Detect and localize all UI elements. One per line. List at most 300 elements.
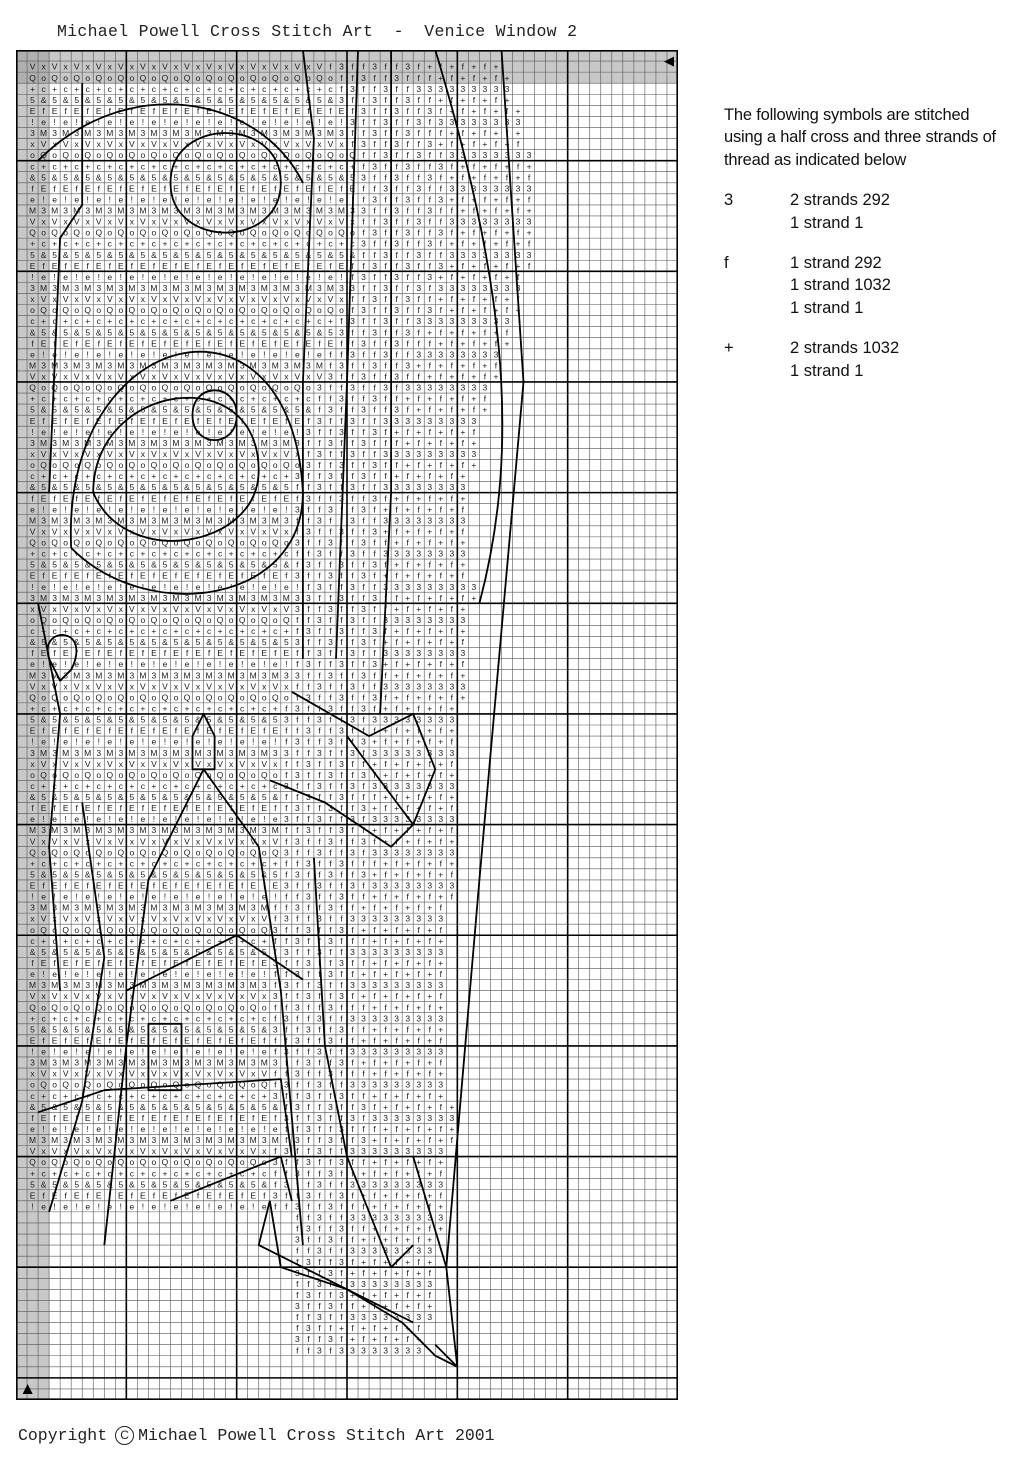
stitch-symbol: f [450, 205, 454, 216]
stitch-symbol: ! [42, 814, 45, 825]
stitch-symbol: o [317, 150, 322, 161]
stitch-symbol: 3 [173, 980, 179, 991]
stitch-symbol: e [195, 1046, 201, 1057]
stitch-symbol: 3 [30, 128, 35, 139]
stitch-symbol: 3 [460, 316, 466, 327]
stitch-symbol: E [283, 338, 290, 349]
stitch-symbol: 3 [361, 105, 366, 116]
stitch-symbol: 3 [283, 714, 289, 725]
stitch-symbol: o [30, 460, 35, 471]
stitch-symbol: V [195, 758, 201, 769]
stitch-symbol: c [41, 1013, 46, 1024]
legend-strand-line: 2 strands 1032 [790, 339, 900, 358]
stitch-symbol: E [62, 648, 69, 659]
stitch-symbol: ! [42, 194, 45, 205]
stitch-symbol: f [395, 1256, 398, 1267]
stitch-symbol: o [85, 847, 91, 858]
stitch-symbol: f [75, 183, 78, 194]
stitch-symbol: f [373, 415, 376, 426]
stitch-symbol: & [184, 327, 190, 338]
stitch-symbol: o [74, 1079, 80, 1090]
stitch-symbol: f [340, 880, 343, 891]
stitch-symbol: f [318, 1234, 321, 1245]
stitch-symbol: f [439, 703, 442, 714]
stitch-symbol: c [74, 471, 79, 482]
stitch-symbol: ! [97, 271, 100, 282]
stitch-symbol: 5 [30, 1024, 35, 1035]
stitch-symbol: 3 [206, 747, 212, 758]
stitch-symbol: c [151, 393, 157, 404]
stitch-symbol: f [285, 1135, 288, 1146]
stitch-symbol: + [52, 858, 58, 869]
stitch-symbol: M [304, 128, 312, 139]
stitch-symbol: x [140, 448, 146, 459]
stitch-symbol: 3 [306, 1090, 311, 1101]
stitch-symbol: ! [75, 117, 78, 128]
stitch-symbol: + [493, 371, 499, 382]
stitch-symbol: 3 [438, 83, 444, 94]
stitch-symbol: + [383, 637, 389, 648]
stitch-symbol: 3 [427, 880, 433, 891]
stitch-symbol: ! [75, 271, 78, 282]
stitch-symbol: E [250, 1035, 257, 1046]
stitch-symbol: + [372, 1267, 378, 1278]
stitch-symbol: Q [338, 227, 345, 238]
stitch-symbol: f [285, 924, 288, 935]
stitch-symbol: e [162, 504, 168, 515]
stitch-symbol: V [95, 526, 102, 537]
stitch-symbol: + [471, 592, 477, 603]
stitch-symbol: f [329, 448, 332, 459]
stitch-symbol: e [41, 1201, 46, 1212]
stitch-symbol: f [240, 260, 244, 271]
stitch-symbol: 3 [416, 117, 422, 128]
stitch-symbol: x [273, 603, 278, 614]
stitch-symbol: f [417, 1234, 420, 1245]
stitch-symbol: o [74, 924, 80, 935]
stitch-symbol: 5 [30, 559, 35, 570]
stitch-symbol: + [493, 128, 499, 139]
stitch-symbol: 5 [96, 94, 102, 105]
stitch-symbol: x [85, 371, 90, 382]
stitch-symbol: 5 [129, 1101, 135, 1112]
stitch-symbol: 3 [405, 880, 411, 891]
stitch-symbol: f [384, 1223, 387, 1234]
stitch-symbol: c [229, 471, 234, 482]
stitch-symbol: + [394, 825, 400, 836]
stitch-symbol: e [272, 1123, 278, 1134]
stitch-symbol: V [62, 913, 69, 924]
stitch-symbol: e [328, 117, 333, 128]
stitch-symbol: E [283, 183, 290, 194]
stitch-symbol: + [449, 526, 455, 537]
stitch-symbol: o [129, 72, 135, 83]
stitch-symbol: f [351, 1135, 354, 1146]
stitch-symbol: 3 [427, 1013, 433, 1024]
stitch-symbol: + [427, 969, 433, 980]
stitch-symbol: + [438, 338, 444, 349]
stitch-symbol: 5 [85, 172, 91, 183]
stitch-symbol: 3 [317, 448, 322, 459]
stitch-symbol: + [372, 758, 378, 769]
stitch-symbol: 3 [383, 1179, 388, 1190]
stitch-symbol: 3 [438, 227, 444, 238]
legend-strand-line: 2 strands 292 [790, 191, 890, 210]
stitch-symbol: f [384, 338, 387, 349]
stitch-symbol: c [96, 626, 101, 637]
stitch-symbol: Q [249, 1002, 257, 1013]
stitch-symbol: e [107, 736, 113, 747]
stitch-symbol: e [173, 117, 179, 128]
stitch-symbol: o [162, 305, 168, 316]
stitch-symbol: 3 [383, 1146, 388, 1157]
stitch-symbol: + [96, 703, 102, 714]
stitch-symbol: 3 [394, 482, 400, 493]
stitch-symbol: 3 [449, 1112, 455, 1123]
stitch-symbol: & [106, 94, 113, 105]
stitch-symbol: & [29, 327, 36, 338]
stitch-symbol: E [228, 725, 234, 736]
stitch-symbol: 3 [416, 249, 422, 260]
stitch-symbol: 3 [228, 1057, 234, 1068]
stitch-symbol: f [329, 1046, 332, 1057]
stitch-symbol: E [140, 415, 146, 426]
stitch-symbol: 3 [416, 316, 422, 327]
stitch-symbol: f [395, 1234, 398, 1245]
stitch-symbol: + [30, 1013, 36, 1024]
stitch-symbol: + [449, 570, 455, 581]
stitch-symbol: + [228, 858, 234, 869]
stitch-symbol: 3 [272, 991, 278, 1002]
stitch-symbol: Q [95, 1002, 103, 1013]
stitch-symbol: + [74, 703, 80, 714]
stitch-symbol: f [329, 825, 332, 836]
stitch-symbol: 5 [206, 559, 212, 570]
stitch-symbol: c [206, 161, 212, 172]
stitch-symbol: & [250, 1101, 257, 1112]
stitch-symbol: ! [240, 504, 244, 515]
stitch-symbol: + [405, 991, 411, 1002]
stitch-symbol: V [151, 139, 157, 150]
stitch-symbol: 3 [306, 1323, 311, 1334]
stitch-symbol: + [283, 316, 289, 327]
stitch-symbol: 3 [272, 283, 278, 294]
stitch-symbol: f [362, 94, 365, 105]
stitch-symbol: & [316, 327, 323, 338]
stitch-symbol: f [53, 493, 56, 504]
stitch-symbol: 3 [85, 515, 91, 526]
stitch-symbol: 3 [361, 504, 366, 515]
stitch-symbol: e [162, 194, 168, 205]
stitch-symbol: ! [64, 349, 67, 360]
stitch-symbol: M [95, 515, 103, 526]
stitch-symbol: e [173, 736, 179, 747]
stitch-symbol: ! [340, 117, 343, 128]
stitch-symbol: f [329, 980, 332, 991]
stitch-symbol: & [173, 249, 179, 260]
stitch-symbol: x [195, 526, 201, 537]
stitch-symbol: 3 [438, 714, 444, 725]
stitch-symbol: M [271, 1135, 279, 1146]
stitch-symbol: 5 [140, 869, 146, 880]
stitch-symbol: M [51, 980, 59, 991]
stitch-symbol: & [106, 1024, 113, 1035]
stitch-symbol: ! [218, 504, 222, 515]
stitch-symbol: 3 [471, 249, 477, 260]
stitch-symbol: ! [130, 504, 134, 515]
stitch-symbol: 5 [63, 792, 69, 803]
stitch-symbol: e [74, 969, 80, 980]
stitch-symbol: Q [227, 72, 235, 83]
stitch-symbol: 3 [239, 515, 245, 526]
stitch-symbol: f [439, 969, 442, 980]
stitch-symbol: + [383, 1123, 389, 1134]
stitch-symbol: + [30, 393, 36, 404]
stitch-symbol: + [261, 471, 267, 482]
stitch-symbol: 3 [294, 769, 300, 780]
stitch-symbol: 5 [162, 1024, 168, 1035]
stitch-symbol: c [173, 83, 179, 94]
stitch-symbol: 3 [206, 902, 212, 913]
stitch-symbol: V [162, 61, 168, 72]
stitch-symbol: f [307, 836, 310, 847]
stitch-symbol: & [106, 869, 113, 880]
stitch-symbol: f [362, 814, 365, 825]
stitch-symbol: e [85, 1046, 91, 1057]
stitch-symbol: 3 [317, 1013, 322, 1024]
stitch-symbol: Q [238, 614, 246, 625]
stitch-symbol: 3 [306, 1123, 311, 1134]
stitch-symbol: 5 [250, 869, 256, 880]
stitch-symbol: 3 [427, 349, 433, 360]
stitch-symbol: V [162, 836, 168, 847]
stitch-symbol: f [285, 891, 288, 902]
stitch-symbol: + [239, 780, 245, 791]
stitch-symbol: e [250, 1123, 256, 1134]
stitch-symbol: & [327, 249, 334, 260]
stitch-symbol: 3 [504, 117, 510, 128]
stitch-symbol: Q [260, 305, 268, 316]
stitch-symbol: + [504, 338, 510, 349]
stitch-symbol: 3 [427, 1278, 433, 1289]
stitch-symbol: Q [117, 227, 125, 238]
stitch-symbol: f [450, 72, 454, 83]
stitch-symbol: + [228, 1168, 234, 1179]
stitch-symbol: + [416, 537, 422, 548]
stitch-symbol: f [417, 858, 420, 869]
stitch-symbol: f [318, 526, 321, 537]
stitch-symbol: E [40, 183, 47, 194]
stitch-symbol: 3 [361, 980, 366, 991]
stitch-symbol: f [340, 548, 343, 559]
stitch-symbol: & [151, 249, 157, 260]
stitch-symbol: f [340, 1013, 343, 1024]
stitch-symbol: 3 [317, 1312, 322, 1323]
stitch-symbol: f [163, 803, 167, 814]
stitch-symbol: x [41, 526, 46, 537]
stitch-symbol: c [85, 548, 90, 559]
stitch-symbol: M [40, 283, 48, 294]
stitch-symbol: 3 [372, 659, 377, 670]
stitch-symbol: 3 [416, 482, 422, 493]
stitch-symbol: f [31, 1112, 34, 1123]
stitch-symbol: f [340, 1312, 343, 1323]
stitch-symbol: x [262, 681, 267, 692]
stitch-symbol: E [117, 260, 124, 271]
stitch-symbol: f [373, 614, 376, 625]
stitch-symbol: c [328, 83, 333, 94]
stitch-symbol: Q [260, 460, 268, 471]
stitch-symbol: E [250, 1190, 257, 1201]
stitch-symbol: f [373, 570, 376, 581]
stitch-symbol: 3 [294, 670, 300, 681]
stitch-symbol: 3 [405, 482, 411, 493]
stitch-symbol: & [206, 637, 212, 648]
stitch-symbol: f [329, 659, 332, 670]
stitch-symbol: f [395, 725, 398, 736]
stitch-symbol: E [29, 1190, 36, 1201]
stitch-symbol: 3 [350, 283, 355, 294]
stitch-symbol: V [239, 139, 246, 150]
stitch-symbol: + [405, 570, 411, 581]
stitch-symbol: f [152, 415, 156, 426]
legend-symbol: 3 [724, 191, 734, 210]
stitch-symbol: 3 [361, 1345, 366, 1356]
stitch-symbol: c [162, 161, 168, 172]
stitch-symbol: ! [252, 271, 255, 282]
stitch-symbol: o [151, 72, 157, 83]
stitch-symbol: f [428, 283, 431, 294]
stitch-symbol: E [272, 260, 279, 271]
stitch-symbol: Q [249, 382, 257, 393]
stitch-symbol: o [173, 1157, 179, 1168]
stitch-symbol: 3 [151, 515, 157, 526]
stitch-symbol: 3 [350, 1212, 355, 1223]
stitch-symbol: f [296, 548, 299, 559]
stitch-symbol: Q [161, 692, 169, 703]
stitch-symbol: 3 [460, 482, 466, 493]
stitch-symbol: f [384, 437, 387, 448]
stitch-symbol: V [173, 913, 179, 924]
stitch-symbol: f [362, 1068, 365, 1079]
stitch-symbol: f [450, 825, 454, 836]
stitch-symbol: E [239, 1112, 246, 1123]
stitch-symbol: 5 [63, 946, 69, 957]
stitch-symbol: ! [64, 194, 67, 205]
stitch-symbol: + [350, 1267, 356, 1278]
stitch-symbol: o [96, 150, 102, 161]
stitch-symbol: M [172, 592, 180, 603]
stitch-symbol: 3 [405, 1212, 411, 1223]
stitch-symbol: 3 [383, 316, 388, 327]
stitch-symbol: + [85, 471, 91, 482]
stitch-symbol: + [449, 371, 455, 382]
stitch-symbol: 3 [239, 980, 245, 991]
stitch-symbol: 3 [306, 1157, 311, 1168]
stitch-symbol: + [427, 1234, 433, 1245]
stitch-symbol: & [305, 404, 312, 415]
copyright-icon: C [115, 1426, 134, 1445]
stitch-symbol: E [51, 880, 58, 891]
stitch-symbol: V [29, 1146, 36, 1157]
stitch-symbol: M [29, 205, 37, 216]
stitch-symbol: 5 [217, 1101, 223, 1112]
stitch-symbol: E [206, 415, 212, 426]
stitch-symbol: & [239, 1024, 246, 1035]
stitch-symbol: 3 [383, 515, 388, 526]
stitch-symbol: f [196, 1190, 200, 1201]
stitch-symbol: f [274, 1168, 277, 1179]
stitch-symbol: 3 [140, 437, 146, 448]
stitch-symbol: + [405, 725, 411, 736]
stitch-symbol: 3 [85, 980, 91, 991]
stitch-symbol: f [395, 61, 398, 72]
stitch-symbol: 5 [140, 1179, 146, 1190]
stitch-symbol: f [362, 294, 365, 305]
stitch-symbol: c [262, 703, 267, 714]
stitch-symbol: ! [218, 1123, 222, 1134]
stitch-symbol: f [505, 238, 509, 249]
stitch-symbol: M [84, 1057, 92, 1068]
stitch-symbol: 5 [96, 559, 102, 570]
stitch-symbol: f [296, 1179, 299, 1190]
stitch-symbol: + [449, 61, 455, 72]
stitch-symbol: 3 [339, 924, 344, 935]
stitch-symbol: x [273, 758, 278, 769]
stitch-symbol: x [118, 913, 123, 924]
stitch-symbol: + [372, 1135, 378, 1146]
stitch-symbol: 5 [30, 1179, 35, 1190]
stitch-symbol: + [438, 825, 444, 836]
stitch-symbol: 3 [118, 592, 124, 603]
stitch-symbol: 3 [350, 1046, 355, 1057]
stitch-symbol: + [63, 626, 69, 637]
legend-symbol: f [724, 254, 729, 273]
stitch-symbol: 3 [372, 128, 377, 139]
stitch-symbol: E [184, 1035, 190, 1046]
stitch-symbol: f [318, 1068, 321, 1079]
stitch-symbol: 5 [85, 792, 91, 803]
stitch-symbol: f [417, 526, 420, 537]
stitch-symbol: 3 [394, 847, 400, 858]
stitch-symbol: M [238, 437, 246, 448]
stitch-symbol: 3 [405, 1046, 411, 1057]
stitch-symbol: 5 [107, 946, 113, 957]
stitch-symbol: f [417, 969, 420, 980]
stitch-symbol: o [272, 614, 278, 625]
stitch-symbol: + [383, 725, 389, 736]
stitch-symbol: 5 [74, 404, 80, 415]
stitch-symbol: & [239, 94, 246, 105]
stitch-symbol: f [53, 958, 56, 969]
stitch-symbol: f [362, 150, 365, 161]
stitch-symbol: e [294, 349, 300, 360]
stitch-symbol: f [362, 614, 365, 625]
stitch-symbol: c [162, 316, 168, 327]
stitch-symbol: V [283, 448, 290, 459]
stitch-symbol: o [195, 537, 201, 548]
stitch-symbol: 3 [339, 128, 344, 139]
stitch-symbol: 3 [427, 515, 433, 526]
stitch-symbol: V [40, 1068, 47, 1079]
stitch-symbol: f [318, 1090, 321, 1101]
stitch-symbol: + [372, 1157, 378, 1168]
stitch-symbol: f [130, 415, 134, 426]
stitch-symbol: M [172, 747, 180, 758]
stitch-symbol: + [239, 316, 245, 327]
stitch-symbol: 3 [206, 437, 212, 448]
stitch-symbol: + [449, 858, 455, 869]
